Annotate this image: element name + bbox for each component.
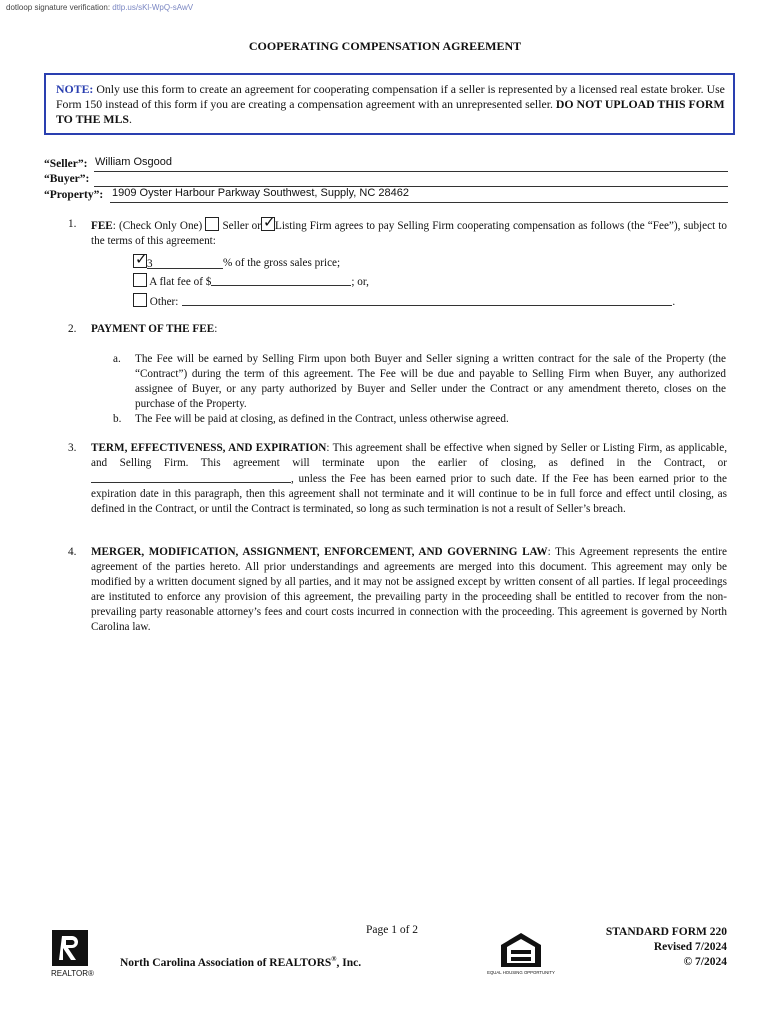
seller-row bbox=[44, 158, 728, 172]
section-number: 3. bbox=[68, 442, 77, 454]
page-number: Page 1 of 2 bbox=[366, 924, 419, 936]
other-option bbox=[133, 293, 675, 308]
seller-payer-checkbox[interactable] bbox=[205, 217, 219, 231]
association-inc: , Inc. bbox=[336, 956, 362, 969]
note-text: Only use this form to create an agreement for cooperating compensation if a seller is represented by a licensed real estate broker. Use Form 150 instead of this form if you are creating a compensation agreement with an unrepresented seller. bbox=[56, 82, 725, 111]
seller-line bbox=[94, 171, 728, 172]
heading-colon: : bbox=[214, 323, 218, 335]
item-text: The Fee will be paid at closing, as defined in the Contract, unless otherwise agreed. bbox=[135, 413, 509, 425]
section-heading: FEE bbox=[91, 220, 113, 232]
form-number: STANDARD FORM 220 bbox=[605, 926, 727, 938]
checkmark-icon: ✓ bbox=[262, 213, 276, 231]
property-label: “Property”: bbox=[44, 189, 104, 201]
percent-checkbox[interactable] bbox=[133, 250, 148, 268]
flat-fee-option bbox=[133, 273, 369, 288]
checkmark-icon: ✓ bbox=[135, 250, 148, 268]
seller-label: “Seller”: bbox=[44, 158, 88, 170]
item-label: a. bbox=[113, 353, 121, 365]
merger-text: : This Agreement represents the entire agreement of the parties hereto. All prior understandings and agreements are merged into this document. This agreement may only be modified by a written document signed by all parties, and it may not be assigned except by written consent of all parties. If legal proceedings are instituted to enforce any provision of this agreement, the prevailing party in the proceeding shall be entitled to recover from the non-prevailing party reasonable attorney’s fees and court costs incurred in connection with the proceeding. This agreement is governed by North Carolina law. bbox=[91, 546, 727, 633]
note-lead: NOTE: bbox=[56, 82, 94, 96]
payment-item-b bbox=[113, 412, 726, 427]
percent-value: 3 bbox=[147, 258, 153, 270]
property-row bbox=[44, 189, 728, 203]
seller-field[interactable]: William Osgood bbox=[95, 156, 173, 168]
property-line bbox=[110, 202, 728, 203]
buyer-label: “Buyer”: bbox=[44, 173, 90, 185]
fee-intro: : (Check Only One) bbox=[112, 220, 203, 232]
association-name bbox=[120, 955, 361, 969]
percent-field[interactable] bbox=[147, 257, 223, 269]
payment-item-a bbox=[113, 352, 726, 412]
realtor-logo-text: REALTOR® bbox=[51, 969, 94, 978]
expiration-date-field[interactable] bbox=[91, 471, 291, 483]
fee-rest: Listing Firm agrees to pay Selling Firm cooperating compensation as follows (the “Fee”), subject to the terms of this agreement: bbox=[91, 220, 728, 247]
property-field[interactable]: 1909 Oyster Harbour Parkway Southwest, Supply, NC 28462 bbox=[112, 187, 409, 199]
section-payment bbox=[68, 322, 727, 337]
percent-label: % of the gross sales price; bbox=[223, 257, 341, 269]
dotloop-label: dotloop signature verification: bbox=[6, 3, 111, 12]
other-label: Other: bbox=[149, 296, 179, 308]
section-heading: PAYMENT OF THE FEE bbox=[91, 323, 215, 335]
section-number: 1. bbox=[68, 218, 77, 230]
note-box bbox=[44, 73, 735, 135]
flat-fee-suffix: ; or, bbox=[351, 276, 369, 288]
note-end: . bbox=[129, 112, 132, 126]
section-heading: MERGER, MODIFICATION, ASSIGNMENT, ENFORCEMENT, AND GOVERNING LAW bbox=[91, 546, 548, 558]
seller-or-label: Seller or bbox=[222, 220, 261, 232]
term-text-2: , unless the Fee has been earned prior to such date. If the Fee has been earned prior to the expiration date in this paragraph, then this agreement shall not terminate and it will continue to be in full force and effect until closing, as defined in the Contract, or until the Contract is terminated, so long as such termination is not a result of Seller’s breach. bbox=[91, 473, 727, 515]
listing-firm-payer-checkbox[interactable] bbox=[261, 213, 276, 231]
percent-option bbox=[133, 250, 341, 270]
form-title: COOPERATING COMPENSATION AGREEMENT bbox=[248, 39, 522, 53]
term-text-1: : This agreement shall be effective when signed by Seller or Listing Firm, as applicable, and Selling Firm. This agreement will terminate upon the earlier of closing, as defined in the Contract, or bbox=[91, 442, 727, 469]
flat-fee-label: A flat fee of $ bbox=[149, 276, 212, 288]
flat-fee-checkbox[interactable] bbox=[133, 273, 147, 287]
form-revised: Revised 7/2024 bbox=[653, 941, 727, 953]
section-number: 2. bbox=[68, 323, 77, 335]
other-checkbox[interactable] bbox=[133, 293, 147, 307]
flat-fee-field[interactable] bbox=[211, 274, 351, 286]
item-text: The Fee will be earned by Selling Firm upon both Buyer and Seller signing a written contract for the sale of the Property (the “Contract”) during the term of this agreement. The Fee will be due and payable to Selling Firm when Buyer, any authorized assignee of Buyer, or any party authorized by Buyer and Seller under the Contract or any amendment thereto, closes on the purchase of the Property. bbox=[135, 353, 726, 410]
buyer-row bbox=[44, 173, 728, 187]
section-fee bbox=[68, 213, 728, 249]
section-term bbox=[68, 441, 727, 517]
other-field[interactable] bbox=[182, 294, 672, 306]
item-label: b. bbox=[113, 413, 122, 425]
realtor-logo bbox=[50, 929, 94, 978]
section-heading: TERM, EFFECTIVENESS, AND EXPIRATION bbox=[91, 442, 327, 454]
registered-mark: ® bbox=[331, 955, 337, 963]
dotloop-verification bbox=[6, 3, 193, 12]
equal-housing-icon bbox=[487, 931, 555, 979]
form-info bbox=[606, 925, 727, 970]
form-copyright: © 7/2024 bbox=[683, 956, 727, 968]
eho-text: EQUAL HOUSING OPPORTUNITY bbox=[487, 970, 555, 975]
other-end: . bbox=[672, 296, 676, 308]
association-text: North Carolina Association of REALTORS bbox=[120, 956, 332, 969]
section-merger bbox=[68, 545, 727, 635]
section-number: 4. bbox=[68, 546, 77, 558]
note-emphasis: DO NOT UPLOAD THIS FORM TO THE MLS bbox=[56, 97, 725, 126]
dotloop-link[interactable]: dtlp.us/sKl-WpQ-sAwV bbox=[112, 3, 194, 12]
